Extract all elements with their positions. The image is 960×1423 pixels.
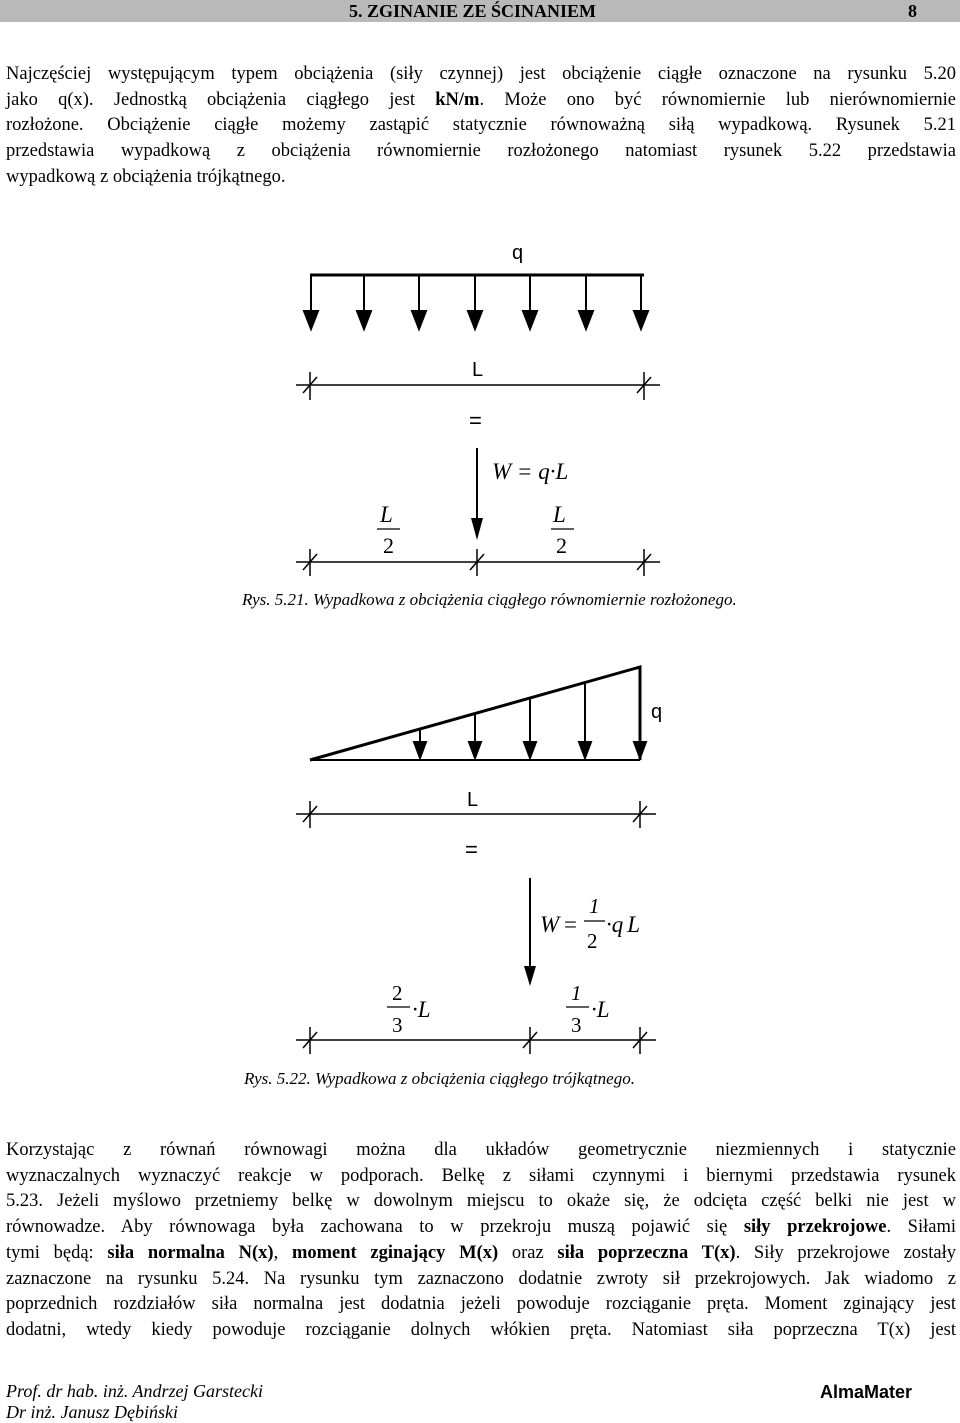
text-line: wyznaczalnych wyznaczyć reakcje w podporach. Belkę z siłami czynnymi i biernymi przedstawia rysunek [6, 1165, 956, 1186]
text-line: wypadkową z obciążenia trójkątnego. [6, 166, 286, 187]
text-line: Korzystając z równań równowagi można dla układów geometrycznie niezmiennych i statycznie [6, 1140, 956, 1160]
right-denominator: 3 [571, 1013, 582, 1037]
dimension-line-halves [296, 549, 660, 576]
resultant-w: W [540, 912, 560, 937]
resultant-denominator: 2 [587, 929, 598, 953]
bold-term: siła poprzeczna T(x) [557, 1242, 736, 1263]
resultant-numerator: 1 [589, 894, 600, 918]
left-dim-l: ·L [412, 997, 431, 1022]
dimension-line-thirds [296, 1027, 656, 1054]
text-line: poprzednich rozdziałów siła normalna jest dodatnia jeżeli powoduje rozciąganie pręta. Moment zginający jest [6, 1294, 956, 1315]
equals-sign: = [465, 837, 478, 862]
bold-term: siły przekrojowe [743, 1217, 887, 1238]
load-arrows [414, 668, 646, 758]
text-line: Najczęściej występującym typem obciążenia (siły czynnej) jest obciążenie ciągłe oznaczone na rysunku 5.20 [6, 64, 956, 84]
resultant-eq: = [564, 912, 577, 937]
right-dim-l: ·L [591, 997, 610, 1022]
equals-sign: = [469, 408, 482, 433]
resultant-formula: W = q·L [492, 459, 569, 484]
unit-text: kN/m [435, 89, 480, 110]
length-label-l: L [467, 789, 479, 811]
page-number: 8 [908, 1, 917, 21]
text-line: jako q(x). Jednostką obciążenia ciągłego jest kN/m. Może ono być równomiernie lub nierównomiernie [6, 89, 956, 110]
length-label-l: L [472, 359, 484, 381]
text-line: rozłożone. Obciążenie ciągłe możemy zastąpić statycznie równoważną siłą wypadkową. Rysunek 5.21 [6, 115, 956, 136]
chapter-title: 5. ZGINANIE ZE ŚCINANIEM [349, 1, 597, 21]
resultant-tail: ·q L [606, 912, 641, 937]
load-label-q: q [512, 242, 524, 264]
half-denominator: 2 [556, 533, 567, 558]
load-label-q: q [651, 701, 663, 723]
bold-term: siła normalna N(x) [107, 1242, 274, 1263]
body-paragraph [6, 1138, 956, 1344]
bold-term: moment zginający M(x) [291, 1242, 499, 1263]
brand-logo-text: AlmaMater [820, 1382, 913, 1402]
figure-caption-5-22: Rys. 5.22. Wypadkowa z obciążenia ciągłego trójkątnego. [244, 1069, 635, 1088]
text-line: przedstawia wypadkową z obciążenia równomiernie rozłożonego natomiast rysunek 5.22 przedstawia [6, 141, 956, 162]
text-line: tymi będą: siła normalna N(x), moment zginający M(x) oraz siła poprzeczna T(x). Siły przekrojowe zostały [6, 1242, 956, 1263]
footer-author-2: Dr inż. Janusz Dębiński [6, 1402, 178, 1422]
resultant-arrowhead [524, 966, 536, 986]
left-denominator: 3 [392, 1013, 403, 1037]
text-line: dodatni, wtedy kiedy powoduje rozciąganie dolnych włókien pręta. Natomiast siła poprzeczna T(x) jest [6, 1319, 956, 1340]
right-numerator: 1 [571, 981, 582, 1005]
resultant-arrowhead [471, 518, 483, 540]
half-denominator: 2 [383, 533, 394, 558]
text-line: zaznaczone na rysunku 5.24. Na rysunku tym zaznaczono dodatnie zwroty sił przekrojowych. Jak wiadomo z [6, 1268, 956, 1289]
text-line: 5.23. Jeżeli myślowo przetniemy belkę w dowolnym miejscu to okaże się, że odcięta część belki nie jest w [6, 1191, 956, 1212]
half-numerator: L [553, 502, 566, 527]
text-line: równowadze. Aby równowaga była zachowana to w przekroju muszą pojawić się siły przekrojowe. Siłami [6, 1217, 956, 1238]
left-numerator: 2 [392, 981, 403, 1005]
figure-caption-5-21: Rys. 5.21. Wypadkowa z obciążenia ciągłego równomiernie rozłożonego. [242, 590, 737, 609]
half-numerator: L [380, 502, 393, 527]
footer-author-1: Prof. dr hab. inż. Andrzej Garstecki [6, 1381, 263, 1401]
load-arrows [304, 276, 648, 329]
